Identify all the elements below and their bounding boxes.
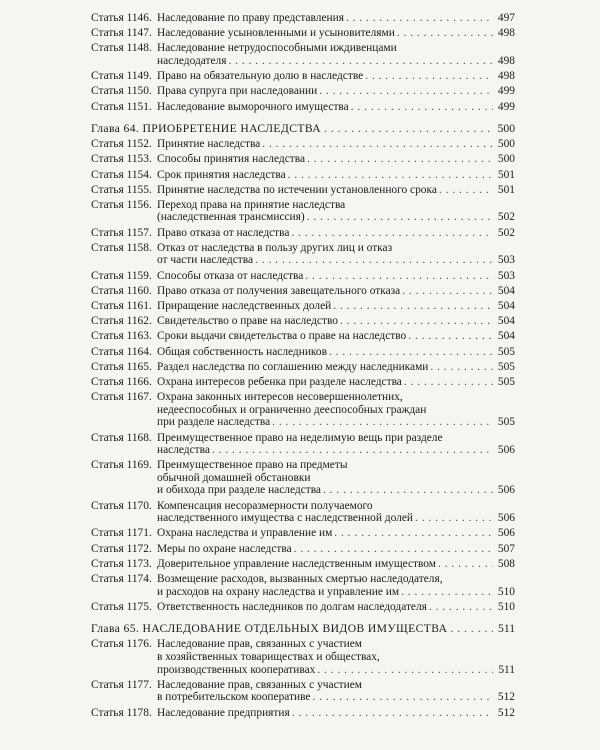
dot-leader bbox=[340, 315, 493, 328]
article-label: Статья 1160. bbox=[91, 284, 152, 297]
toc-entry bbox=[91, 169, 515, 182]
dot-leader bbox=[307, 153, 493, 166]
article-label: Статья 1152. bbox=[91, 138, 152, 151]
page-number: 508 bbox=[497, 557, 515, 570]
page-number: 510 bbox=[497, 600, 515, 613]
article-title bbox=[157, 543, 515, 556]
dot-leader bbox=[351, 101, 493, 114]
title-line-with-leader bbox=[157, 707, 515, 720]
article-title bbox=[157, 330, 515, 343]
page-number: 504 bbox=[497, 330, 515, 343]
dot-leader bbox=[324, 122, 493, 135]
title-line: Охрана интересов ребенка при разделе наследства bbox=[157, 375, 402, 388]
article-label: Статья 1149. bbox=[91, 70, 152, 83]
article-title bbox=[157, 184, 515, 197]
title-line: и обихода при разделе наследства bbox=[157, 484, 321, 497]
title-line: Наследование прав, связанных с участием bbox=[157, 678, 362, 691]
dot-leader bbox=[439, 184, 493, 197]
title-line: обычной домашней обстановки bbox=[157, 471, 311, 484]
article-label: Статья 1172. bbox=[91, 542, 152, 555]
page-number: 498 bbox=[497, 54, 515, 67]
title-line: Доверительное управление наследственным имуществом bbox=[157, 557, 436, 570]
title-line-with-leader bbox=[157, 512, 515, 525]
title-line-with-leader bbox=[157, 153, 515, 166]
toc-entry bbox=[91, 432, 515, 457]
title-line: (наследственная трансмиссия) bbox=[157, 211, 305, 224]
title-line: Ответственность наследников по долгам наследодателя bbox=[157, 600, 427, 613]
title-line-with-leader bbox=[157, 586, 515, 599]
toc-entry bbox=[91, 543, 515, 556]
title-line-with-leader bbox=[157, 315, 515, 328]
article-title bbox=[157, 459, 515, 497]
dot-leader bbox=[334, 527, 493, 540]
title-line-with-leader bbox=[157, 484, 515, 497]
toc-entry bbox=[91, 346, 515, 359]
toc-entry bbox=[91, 242, 515, 267]
article-label: Статья 1161. bbox=[91, 300, 152, 312]
page-number: 504 bbox=[497, 315, 515, 328]
page-number: 505 bbox=[497, 416, 515, 429]
title-line-with-leader bbox=[157, 330, 515, 343]
article-title bbox=[157, 101, 515, 114]
page-number: 510 bbox=[497, 585, 515, 598]
title-line-with-leader bbox=[157, 55, 515, 68]
article-title bbox=[157, 242, 515, 267]
toc-entry bbox=[91, 227, 515, 240]
page-number: 497 bbox=[497, 12, 515, 24]
title-line: Меры по охране наследства bbox=[157, 542, 292, 555]
article-label: Статья 1157. bbox=[91, 226, 152, 239]
article-label: Статья 1176. bbox=[91, 638, 152, 651]
dot-leader bbox=[346, 12, 493, 25]
article-label: Статья 1171. bbox=[91, 527, 152, 540]
title-line-with-leader bbox=[157, 211, 515, 224]
article-title bbox=[157, 227, 515, 240]
title-line-with-leader bbox=[157, 27, 515, 40]
title-line-with-leader bbox=[157, 376, 515, 389]
page-number: 498 bbox=[497, 27, 515, 40]
chapter-title: Глава 65. НАСЛЕДОВАНИЕ ОТДЕЛЬНЫХ ВИДОВ ИМУЩЕСТВА bbox=[91, 622, 448, 636]
article-title bbox=[157, 500, 515, 525]
article-label: Статья 1173. bbox=[91, 557, 152, 570]
title-line: и расходов на охрану наследства и управление им bbox=[157, 585, 400, 598]
article-label: Статья 1155. bbox=[91, 183, 152, 196]
title-line-with-leader bbox=[157, 85, 515, 98]
article-label: Статья 1170. bbox=[91, 499, 152, 512]
article-label: Статья 1178. bbox=[91, 706, 152, 719]
toc-entry bbox=[91, 300, 515, 313]
title-line: Принятие наследства по истечении установленного срока bbox=[157, 183, 437, 196]
toc-entry bbox=[91, 138, 515, 151]
table-of-contents bbox=[91, 12, 515, 722]
dot-leader bbox=[333, 300, 493, 313]
page-number: 499 bbox=[497, 100, 515, 113]
article-title bbox=[157, 346, 515, 359]
title-line: Свидетельство о праве на наследство bbox=[157, 315, 338, 328]
dot-leader bbox=[294, 543, 493, 556]
title-line: в хозяйственных товариществах и обществах, bbox=[157, 650, 380, 663]
article-label: Статья 1154. bbox=[91, 168, 152, 181]
title-line-with-leader bbox=[157, 416, 515, 429]
dot-leader bbox=[404, 376, 493, 389]
page-number: 501 bbox=[497, 168, 515, 181]
title-line-with-leader bbox=[157, 601, 515, 614]
toc-entry bbox=[91, 361, 515, 374]
page-number: 504 bbox=[497, 284, 515, 297]
page-number: 505 bbox=[497, 345, 515, 358]
article-label: Статья 1168. bbox=[91, 431, 152, 444]
title-line-with-leader bbox=[157, 664, 515, 677]
article-label: Статья 1148. bbox=[91, 42, 152, 55]
dot-leader bbox=[255, 254, 493, 267]
title-line-with-leader bbox=[157, 101, 515, 114]
title-line: Отказ от наследства в пользу других лиц и отказ bbox=[157, 241, 393, 254]
dot-leader bbox=[397, 27, 493, 40]
article-label: Статья 1158. bbox=[91, 241, 152, 254]
title-line-with-leader bbox=[157, 361, 515, 374]
title-line: Право отказа от наследства bbox=[157, 226, 290, 239]
dot-leader bbox=[329, 346, 493, 359]
page-number: 507 bbox=[497, 542, 515, 555]
article-title bbox=[157, 601, 515, 614]
title-line: Преимущественное право на неделимую вещь при разделе bbox=[157, 431, 443, 444]
article-label: Статья 1167. bbox=[91, 391, 152, 404]
article-label: Статья 1163. bbox=[91, 330, 152, 343]
article-title bbox=[157, 527, 515, 540]
article-title bbox=[157, 679, 515, 704]
article-title bbox=[157, 270, 515, 283]
page-number: 511 bbox=[498, 663, 515, 676]
toc-entry bbox=[91, 679, 515, 704]
article-title bbox=[157, 707, 515, 720]
title-line: Способы отказа от наследства bbox=[157, 269, 304, 282]
toc-entry bbox=[91, 270, 515, 283]
toc-entry bbox=[91, 707, 515, 720]
title-line-with-leader bbox=[157, 346, 515, 359]
title-line: Право на обязательную долю в наследстве bbox=[157, 70, 364, 83]
title-line: Общая собственность наследников bbox=[157, 345, 327, 358]
title-line-with-leader bbox=[157, 300, 515, 313]
title-line: наследства bbox=[157, 444, 210, 457]
toc-entry bbox=[91, 459, 515, 497]
dot-leader bbox=[317, 664, 493, 677]
page-number: 502 bbox=[497, 226, 515, 239]
article-label: Статья 1175. bbox=[91, 600, 152, 613]
title-line: Охрана наследства и управление им bbox=[157, 527, 333, 540]
article-label: Статья 1162. bbox=[91, 315, 152, 328]
toc-entry bbox=[91, 27, 515, 40]
dot-leader bbox=[319, 85, 493, 98]
title-line-with-leader bbox=[157, 270, 515, 283]
dot-leader bbox=[305, 270, 493, 283]
page-number: 500 bbox=[497, 153, 515, 166]
toc-entry bbox=[91, 638, 515, 676]
article-title bbox=[157, 300, 515, 313]
title-line: от части наследства bbox=[157, 254, 254, 267]
dot-leader bbox=[228, 55, 493, 68]
title-line: Переход права на принятие наследства bbox=[157, 198, 346, 211]
dot-leader bbox=[365, 70, 493, 83]
dot-leader bbox=[450, 622, 493, 635]
article-label: Статья 1150. bbox=[91, 85, 152, 98]
page-number: 505 bbox=[497, 375, 515, 388]
article-title bbox=[157, 573, 515, 598]
toc-entry bbox=[91, 527, 515, 540]
page-number: 500 bbox=[497, 138, 515, 151]
article-title bbox=[157, 432, 515, 457]
page-number: 505 bbox=[497, 360, 515, 373]
article-title bbox=[157, 153, 515, 166]
toc-entry bbox=[91, 70, 515, 83]
page-number: 506 bbox=[497, 444, 515, 457]
dot-leader bbox=[291, 227, 493, 240]
title-line: производственных кооперативах bbox=[157, 663, 316, 676]
article-label: Статья 1153. bbox=[91, 153, 152, 166]
title-line: наследственного имущества с наследственной долей bbox=[157, 512, 413, 525]
title-line-with-leader bbox=[157, 227, 515, 240]
title-line: Охрана законных интересов несовершеннолетних, bbox=[157, 391, 403, 404]
dot-leader bbox=[415, 512, 493, 525]
toc-entry bbox=[91, 285, 515, 298]
page-number: 499 bbox=[497, 85, 515, 98]
title-line-with-leader bbox=[157, 285, 515, 298]
page-number: 504 bbox=[497, 300, 515, 312]
title-line: Право отказа от получения завещательного отказа bbox=[157, 284, 401, 297]
toc-entry bbox=[91, 85, 515, 98]
dot-leader bbox=[262, 138, 493, 151]
page-number: 501 bbox=[497, 183, 515, 196]
page-number: 511 bbox=[498, 622, 515, 636]
article-label: Статья 1151. bbox=[91, 100, 152, 113]
title-line-with-leader bbox=[157, 543, 515, 556]
title-line: Срок принятия наследства bbox=[157, 168, 286, 181]
page-number: 500 bbox=[497, 122, 515, 136]
article-label: Статья 1166. bbox=[91, 375, 152, 388]
article-label: Статья 1177. bbox=[91, 678, 152, 691]
article-title bbox=[157, 27, 515, 40]
title-line-with-leader bbox=[157, 184, 515, 197]
title-line: Сроки выдачи свидетельства о праве на наследство bbox=[157, 330, 407, 343]
title-line: Раздел наследства по соглашению между наследниками bbox=[157, 360, 429, 373]
title-line: в потребительском кооперативе bbox=[157, 691, 311, 704]
toc-entry bbox=[91, 315, 515, 328]
title-line-with-leader bbox=[157, 527, 515, 540]
title-line: Возмещение расходов, вызванных смертью наследодателя, bbox=[157, 573, 443, 585]
page-number: 506 bbox=[497, 527, 515, 540]
article-title bbox=[157, 138, 515, 151]
toc-entry bbox=[91, 558, 515, 571]
dot-leader bbox=[430, 361, 493, 374]
dot-leader bbox=[408, 330, 493, 343]
article-title bbox=[157, 361, 515, 374]
toc-entry bbox=[91, 12, 515, 25]
page-number: 512 bbox=[497, 691, 515, 704]
page-number: 498 bbox=[497, 70, 515, 83]
page-number: 506 bbox=[497, 484, 515, 497]
page-number: 502 bbox=[497, 211, 515, 224]
chapter-heading bbox=[91, 622, 515, 635]
dot-leader bbox=[212, 444, 493, 457]
dot-leader bbox=[288, 169, 493, 182]
toc-entry bbox=[91, 500, 515, 525]
chapter-heading bbox=[91, 122, 515, 135]
article-title bbox=[157, 391, 515, 429]
article-title bbox=[157, 376, 515, 389]
dot-leader bbox=[323, 484, 493, 497]
article-title bbox=[157, 70, 515, 83]
title-line-with-leader bbox=[157, 70, 515, 83]
article-title bbox=[157, 169, 515, 182]
article-label: Статья 1169. bbox=[91, 459, 152, 472]
toc-entry bbox=[91, 42, 515, 67]
title-line-with-leader bbox=[157, 12, 515, 25]
toc-entry bbox=[91, 330, 515, 343]
title-line-with-leader bbox=[157, 169, 515, 182]
title-line: Способы принятия наследства bbox=[157, 153, 306, 166]
title-line: наследодателя bbox=[157, 54, 227, 67]
title-line: Наследование выморочного имущества bbox=[157, 100, 349, 113]
toc-entry bbox=[91, 153, 515, 166]
dot-leader bbox=[429, 601, 493, 614]
article-label: Статья 1165. bbox=[91, 360, 152, 373]
page-number: 503 bbox=[497, 254, 515, 267]
page-number: 503 bbox=[497, 269, 515, 282]
title-line: Наследование усыновленными и усыновителями bbox=[157, 27, 395, 40]
title-line: Наследование предприятия bbox=[157, 706, 290, 719]
toc-entry bbox=[91, 199, 515, 224]
article-title bbox=[157, 12, 515, 25]
title-line-with-leader bbox=[157, 558, 515, 571]
article-label: Статья 1147. bbox=[91, 27, 152, 40]
title-line: Наследование прав, связанных с участием bbox=[157, 638, 362, 651]
title-line: Наследование по праву представления bbox=[157, 12, 344, 24]
article-title bbox=[157, 85, 515, 98]
article-title bbox=[157, 638, 515, 676]
article-title bbox=[157, 315, 515, 328]
title-line: при разделе наследства bbox=[157, 416, 271, 429]
dot-leader bbox=[272, 416, 493, 429]
toc-entry bbox=[91, 391, 515, 429]
dot-leader bbox=[312, 691, 493, 704]
title-line-with-leader bbox=[157, 691, 515, 704]
article-label: Статья 1156. bbox=[91, 198, 152, 211]
article-title bbox=[157, 558, 515, 571]
dot-leader bbox=[401, 586, 493, 599]
article-label: Статья 1174. bbox=[91, 573, 152, 585]
article-label: Статья 1146. bbox=[91, 12, 152, 24]
dot-leader bbox=[402, 285, 493, 298]
article-title bbox=[157, 285, 515, 298]
article-title bbox=[157, 42, 515, 67]
article-label: Статья 1164. bbox=[91, 345, 152, 358]
dot-leader bbox=[292, 707, 493, 720]
title-line-with-leader bbox=[157, 254, 515, 267]
title-line: Преимущественное право на предметы bbox=[157, 459, 348, 472]
toc-entry bbox=[91, 101, 515, 114]
toc-entry bbox=[91, 184, 515, 197]
title-line: Компенсация несоразмерности получаемого bbox=[157, 499, 373, 512]
title-line: недееспособных и ограниченно дееспособных граждан bbox=[157, 403, 427, 416]
title-line-with-leader bbox=[157, 444, 515, 457]
dot-leader bbox=[307, 211, 493, 224]
title-line: Приращение наследственных долей bbox=[157, 300, 332, 312]
title-line: Наследование нетрудоспособными иждивенцами bbox=[157, 42, 397, 55]
page-number: 512 bbox=[497, 706, 515, 719]
article-label: Статья 1159. bbox=[91, 269, 152, 282]
toc-entry bbox=[91, 376, 515, 389]
title-line-with-leader bbox=[157, 138, 515, 151]
dot-leader bbox=[438, 558, 493, 571]
page-number: 506 bbox=[497, 512, 515, 525]
toc-entry bbox=[91, 573, 515, 598]
title-line: Права супруга при наследовании bbox=[157, 85, 318, 98]
title-line: Принятие наследства bbox=[157, 138, 261, 151]
chapter-title: Глава 64. ПРИОБРЕТЕНИЕ НАСЛЕДСТВА bbox=[91, 122, 322, 136]
article-title bbox=[157, 199, 515, 224]
toc-entry bbox=[91, 601, 515, 614]
